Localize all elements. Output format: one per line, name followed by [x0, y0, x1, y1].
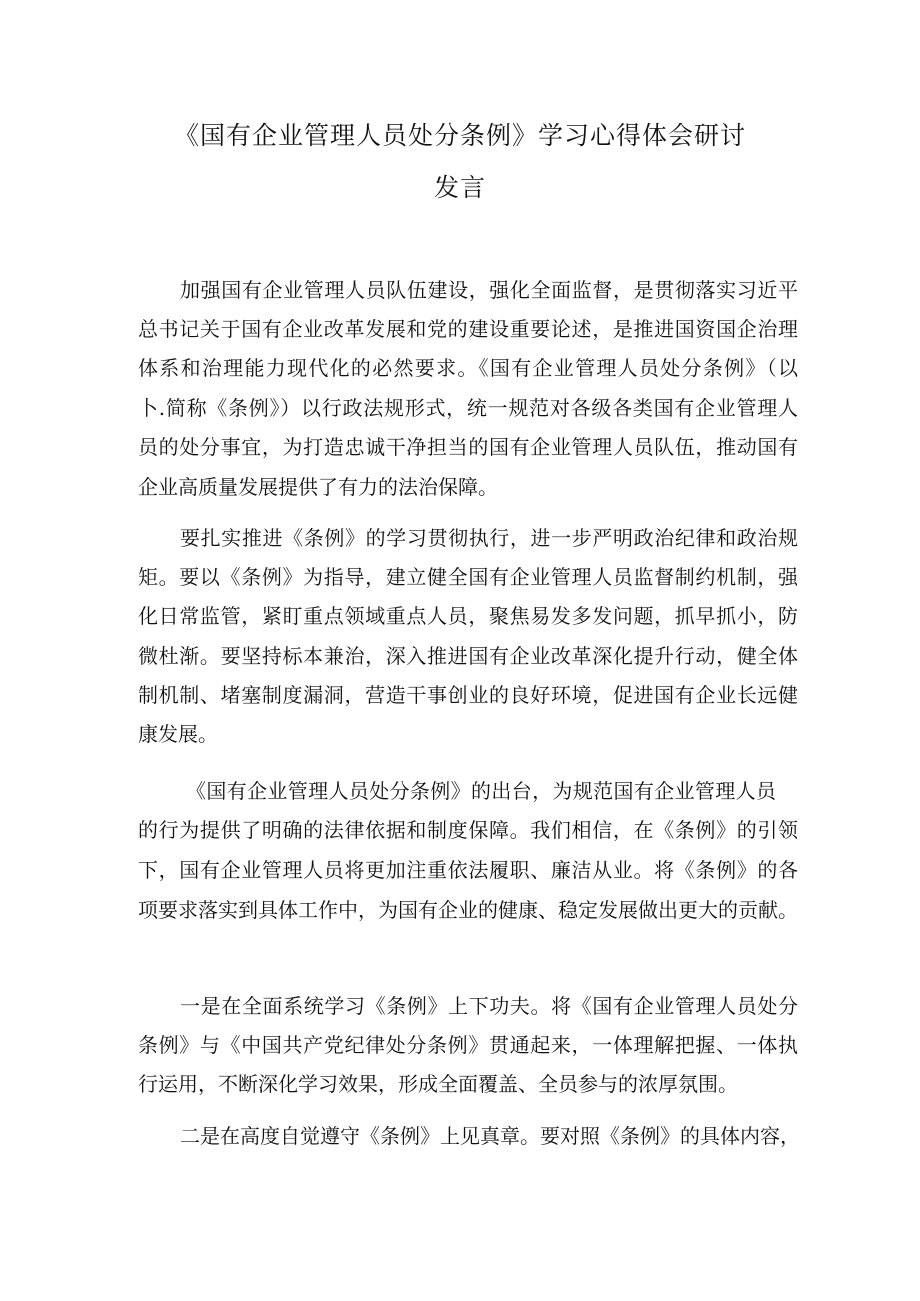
document-title-line-2: 发言 — [433, 173, 486, 202]
paragraph-line: 二是在高度自觉遵守《条例》上见真章。要对照《条例》的具体内容， — [180, 1124, 800, 1148]
paragraph-line: 要扎实推进《条例》的学习贯彻执行，进一步严明政治纪律和政治规 — [180, 526, 798, 550]
paragraph-line: 企业高质量发展提供了有力的法治保障。 — [138, 475, 498, 499]
paragraph-line: 矩。要以《条例》为指导，建立健全国有企业管理人员监督制约机制，强 — [138, 565, 798, 589]
paragraph-line: 微杜渐。要坚持标本兼治，深入推进国有企业改革深化提升行动，健全体 — [138, 644, 798, 668]
paragraph-line: 下，国有企业管理人员将更加注重依法履职、廉洁从业。将《条例》的各 — [138, 858, 798, 882]
paragraph-line: 卜.简称《条例》）以行政法规形式，统一规范对各级各类国有企业管理人 — [138, 396, 798, 420]
paragraph-line: 员的处分事宜，为打造忠诚干净担当的国有企业管理人员队伍，推动国有 — [138, 435, 798, 459]
paragraph-line: 的行为提供了明确的法律依据和制度保障。我们相信，在《条例》的引领 — [138, 818, 798, 842]
paragraph-line: 体系和治理能力现代化的必然要求。《国有企业管理人员处分条例》（以 — [138, 356, 798, 380]
paragraph-line: 制机制、堵塞制度漏洞，营造干事创业的良好环境，促进国有企业长远健 — [138, 683, 798, 707]
paragraph-line: 康发展。 — [138, 722, 218, 746]
paragraph-line: 条例》与《中国共产党纪律处分条例》贯通起来，一体理解把握、一体执 — [138, 1033, 798, 1057]
paragraph-line: 一是在全面系统学习《条例》上下功夫。将《国有企业管理人员处分 — [180, 994, 798, 1018]
document-title-line-1: 《国有企业管理人员处分条例》学习心得体会研讨 — [173, 121, 746, 150]
paragraph-line: 总书记关于国有企业改革发展和党的建设重要论述，是推进国资国企治理 — [138, 317, 798, 341]
paragraph-line: 行运用，不断深化学习效果，形成全面覆盖、全员参与的浓厚氛围。 — [138, 1072, 738, 1096]
paragraph-line: 加强国有企业管理人员队伍建设，强化全面监督，是贯彻落实习近平 — [180, 278, 798, 302]
paragraph-line: 《国有企业管理人员处分条例》的出台，为规范国有企业管理人员 — [186, 779, 776, 803]
paragraph-line: 化日常监管，紧盯重点领域重点人员，聚焦易发多发问题，抓早抓小，防 — [138, 604, 798, 628]
paragraph-line: 项要求落实到具体工作中，为国有企业的健康、稳定发展做出更大的贡献。 — [138, 898, 798, 922]
